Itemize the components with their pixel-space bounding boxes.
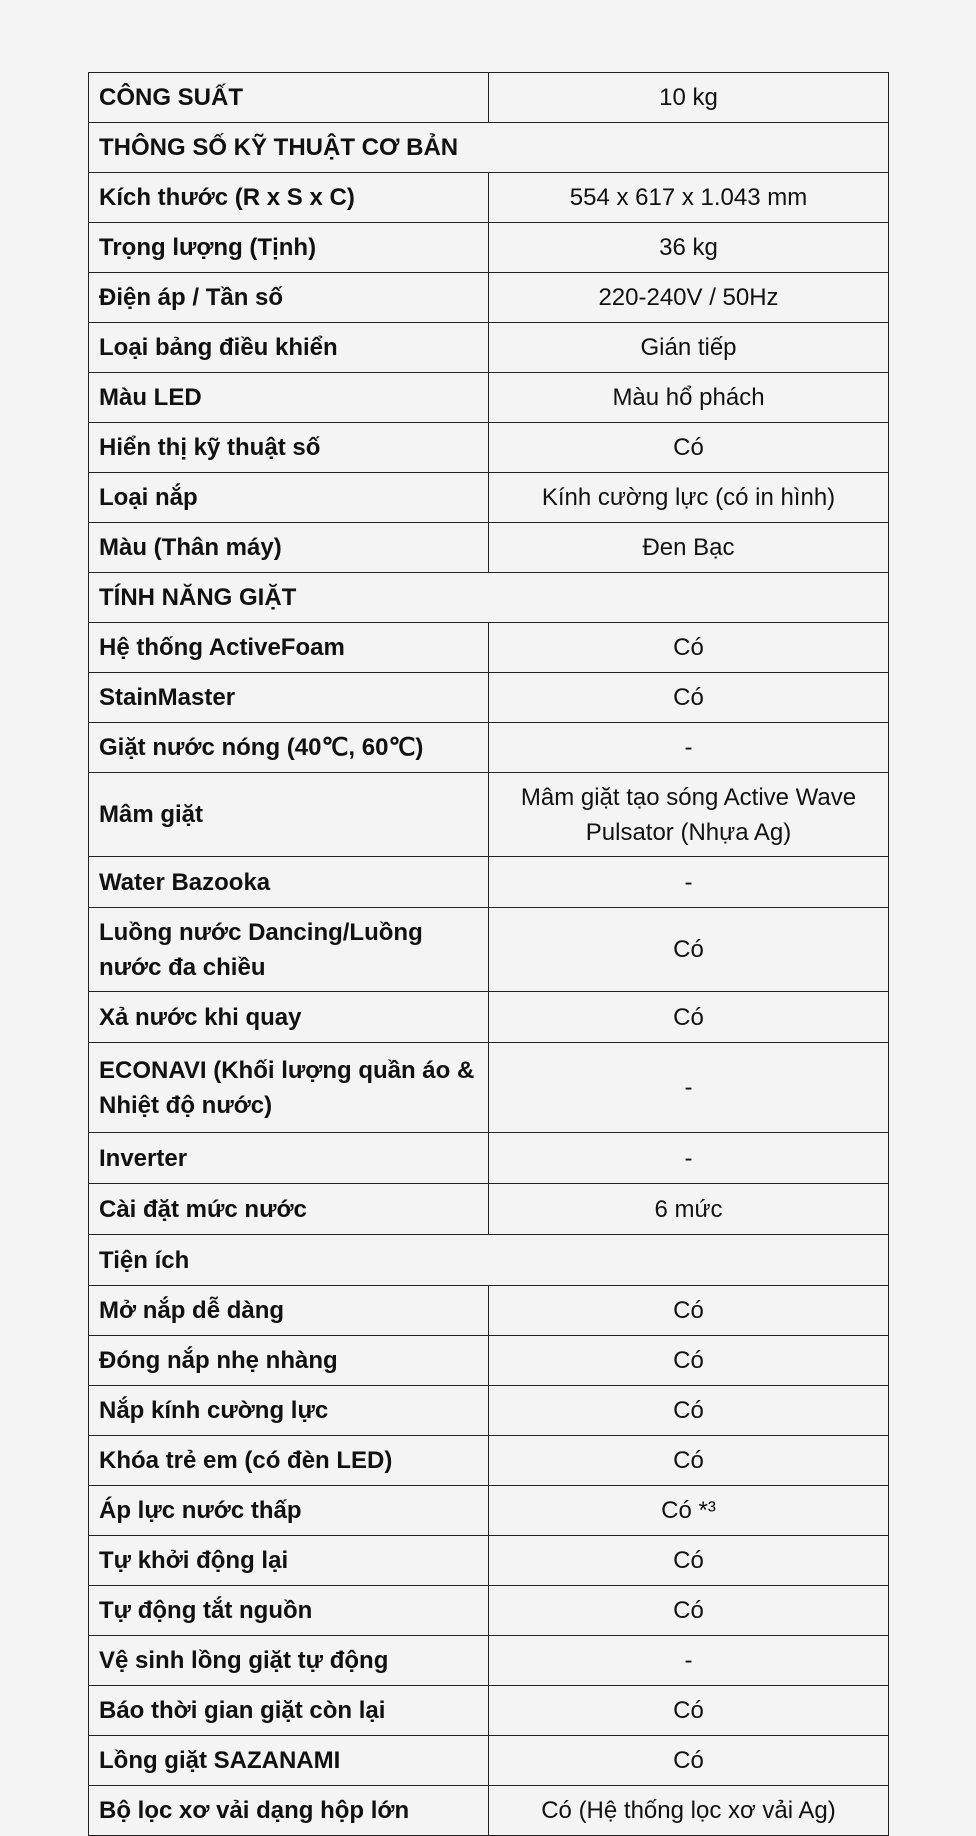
spec-value: - bbox=[489, 857, 889, 908]
capacity-value: 10 kg bbox=[489, 73, 889, 123]
spec-row bbox=[89, 1286, 889, 1336]
spec-label: Trọng lượng (Tịnh) bbox=[89, 223, 489, 273]
spec-value: 220-240V / 50Hz bbox=[489, 273, 889, 323]
spec-value: - bbox=[489, 1636, 889, 1686]
spec-row bbox=[89, 523, 889, 573]
spec-row bbox=[89, 1586, 889, 1636]
spec-label: Cài đặt mức nước bbox=[89, 1184, 489, 1235]
spec-label: Inverter bbox=[89, 1133, 489, 1184]
spec-table bbox=[88, 72, 889, 1836]
spec-label: Bộ lọc xơ vải dạng hộp lớn bbox=[89, 1786, 489, 1836]
section-title: Tiện ích bbox=[89, 1235, 889, 1286]
spec-label: Loại nắp bbox=[89, 473, 489, 523]
section-title: THÔNG SỐ KỸ THUẬT CƠ BẢN bbox=[89, 123, 889, 173]
spec-row bbox=[89, 723, 889, 773]
spec-value: - bbox=[489, 1133, 889, 1184]
spec-label: Kích thước (R x S x C) bbox=[89, 173, 489, 223]
spec-value: 554 x 617 x 1.043 mm bbox=[489, 173, 889, 223]
spec-label: Báo thời gian giặt còn lại bbox=[89, 1686, 489, 1736]
section-title: TÍNH NĂNG GIẶT bbox=[89, 573, 889, 623]
spec-row bbox=[89, 1736, 889, 1786]
spec-label: Giặt nước nóng (40℃, 60℃) bbox=[89, 723, 489, 773]
spec-value: Có bbox=[489, 423, 889, 473]
spec-row bbox=[89, 1486, 889, 1536]
spec-row bbox=[89, 1043, 889, 1133]
spec-label: Mâm giặt bbox=[89, 773, 489, 857]
spec-row bbox=[89, 1336, 889, 1386]
spec-label: Loại bảng điều khiển bbox=[89, 323, 489, 373]
spec-label: Vệ sinh lồng giặt tự động bbox=[89, 1636, 489, 1686]
spec-label: Màu (Thân máy) bbox=[89, 523, 489, 573]
spec-label: Đóng nắp nhẹ nhàng bbox=[89, 1336, 489, 1386]
spec-value: - bbox=[489, 1043, 889, 1133]
spec-value: Đen Bạc bbox=[489, 523, 889, 573]
spec-value: Có bbox=[489, 623, 889, 673]
spec-row bbox=[89, 1686, 889, 1736]
spec-value: Có bbox=[489, 992, 889, 1043]
spec-value: Màu hổ phách bbox=[489, 373, 889, 423]
section-header-basic-specs bbox=[89, 123, 889, 173]
spec-value: Có bbox=[489, 1586, 889, 1636]
spec-row bbox=[89, 1436, 889, 1486]
spec-value: Gián tiếp bbox=[489, 323, 889, 373]
spec-label: StainMaster bbox=[89, 673, 489, 723]
spec-row bbox=[89, 908, 889, 992]
spec-row bbox=[89, 373, 889, 423]
spec-value: Có bbox=[489, 1336, 889, 1386]
spec-label: Áp lực nước thấp bbox=[89, 1486, 489, 1536]
spec-value: 6 mức bbox=[489, 1184, 889, 1235]
spec-label: Nắp kính cường lực bbox=[89, 1386, 489, 1436]
spec-value: Có bbox=[489, 1386, 889, 1436]
spec-value: - bbox=[489, 723, 889, 773]
spec-row bbox=[89, 423, 889, 473]
spec-value: Có *³ bbox=[489, 1486, 889, 1536]
spec-label: ECONAVI (Khối lượng quần áo & Nhiệt độ nước) bbox=[89, 1043, 489, 1133]
spec-row bbox=[89, 673, 889, 723]
spec-value: Có bbox=[489, 673, 889, 723]
spec-row bbox=[89, 1536, 889, 1586]
spec-label: Lồng giặt SAZANAMI bbox=[89, 1736, 489, 1786]
spec-row bbox=[89, 1786, 889, 1836]
spec-label: Luồng nước Dancing/Luồng nước đa chiều bbox=[89, 908, 489, 992]
spec-row bbox=[89, 857, 889, 908]
spec-value: 36 kg bbox=[489, 223, 889, 273]
spec-value: Có bbox=[489, 1686, 889, 1736]
spec-value: Có bbox=[489, 1286, 889, 1336]
spec-row bbox=[89, 223, 889, 273]
spec-row bbox=[89, 473, 889, 523]
capacity-label: CÔNG SUẤT bbox=[89, 73, 489, 123]
spec-label: Mở nắp dễ dàng bbox=[89, 1286, 489, 1336]
spec-label: Điện áp / Tần số bbox=[89, 273, 489, 323]
section-header-utilities bbox=[89, 1235, 889, 1286]
spec-value: Có bbox=[489, 1536, 889, 1586]
spec-row bbox=[89, 992, 889, 1043]
spec-label: Xả nước khi quay bbox=[89, 992, 489, 1043]
spec-row bbox=[89, 1386, 889, 1436]
spec-label: Màu LED bbox=[89, 373, 489, 423]
section-header-washing-features bbox=[89, 573, 889, 623]
spec-value: Kính cường lực (có in hình) bbox=[489, 473, 889, 523]
spec-label: Tự khởi động lại bbox=[89, 1536, 489, 1586]
spec-row bbox=[89, 1636, 889, 1686]
spec-row bbox=[89, 1184, 889, 1235]
spec-value: Có bbox=[489, 1736, 889, 1786]
spec-row bbox=[89, 623, 889, 673]
spec-row bbox=[89, 773, 889, 857]
spec-value: Có bbox=[489, 1436, 889, 1486]
spec-row bbox=[89, 323, 889, 373]
spec-label: Water Bazooka bbox=[89, 857, 489, 908]
spec-value: Mâm giặt tạo sóng Active Wave Pulsator (Nhựa Ag) bbox=[489, 773, 889, 857]
spec-row-capacity bbox=[89, 73, 889, 123]
spec-value: Có bbox=[489, 908, 889, 992]
spec-label: Hệ thống ActiveFoam bbox=[89, 623, 489, 673]
spec-label: Tự động tắt nguồn bbox=[89, 1586, 489, 1636]
spec-row bbox=[89, 173, 889, 223]
spec-row bbox=[89, 1133, 889, 1184]
spec-label: Hiển thị kỹ thuật số bbox=[89, 423, 489, 473]
spec-label: Khóa trẻ em (có đèn LED) bbox=[89, 1436, 489, 1486]
spec-row bbox=[89, 273, 889, 323]
spec-value: Có (Hệ thống lọc xơ vải Ag) bbox=[489, 1786, 889, 1836]
